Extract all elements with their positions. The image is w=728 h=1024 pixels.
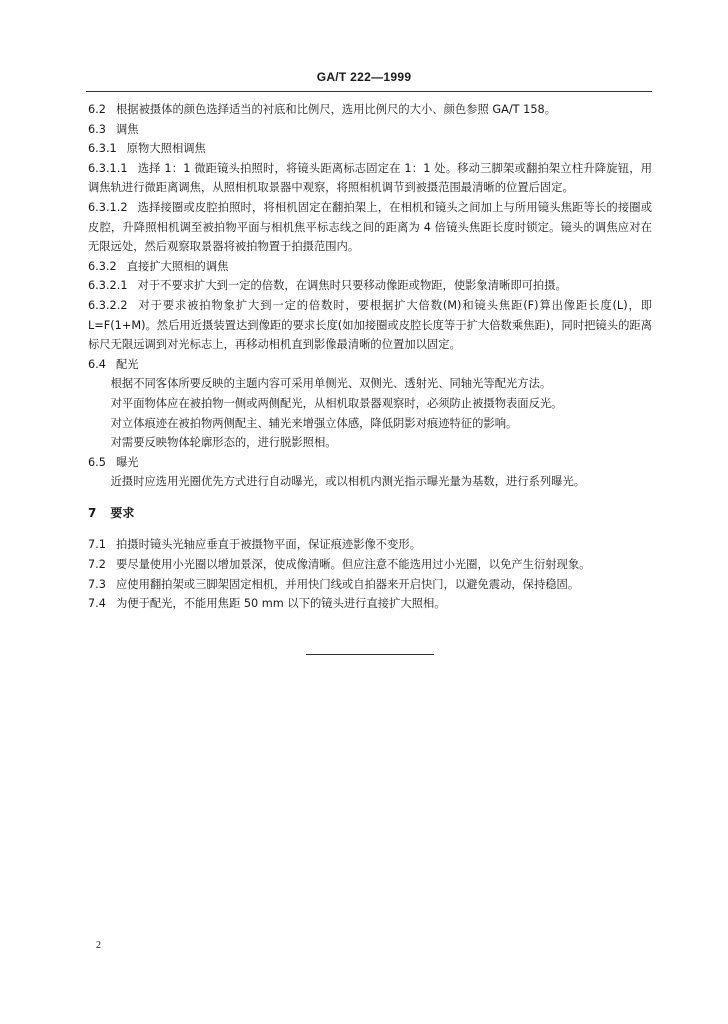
clause-6-3-1 [88,139,652,159]
clause-text: 应使用翻拍架或三脚架固定相机，并用快门线或自拍器来开启快门，以避免震动，保持稳固。 [115,577,580,591]
clause-text: 要尽量使用小光圈以增加景深，使成像清晰。但应注意不能选用过小光圈，以免产生衍射现象。 [115,558,591,572]
clause-6-3 [88,120,652,140]
clause-text: 根据被摄体的颜色选择适当的衬底和比例尺，选用比例尺的大小、颜色参照 GA/T 158。 [115,103,556,116]
clause-text: 拍摄时镜头光轴应垂直于被摄物平面，保证痕迹影像不变形。 [115,538,421,552]
clause-6-3-2-2 [88,296,652,355]
clause-heading: 配光 [115,357,139,371]
header-divider [86,91,652,92]
lighting-paragraph: 对需要反映物体轮廓形态的，进行脱影照相。 [110,436,337,450]
exposure-paragraph: 近摄时应选用光圈优先方式进行自动曝光，或以相机内测光指示曝光量为基数，进行系列曝光。 [110,475,586,489]
clause-6-3-2-1 [88,276,652,296]
clause-text: 对于不要求扩大到一定的倍数，在调焦时只要移动像距或物距，使影象清晰即可拍摄。 [137,279,567,293]
clause-number: 6.3.2 [88,259,117,273]
clause-text: 对于要求被拍物象扩大到一定的倍数时，要根据扩大倍数(M)和镜头焦距(F)算出像距长度(L)，即 L=F(1+M)。然后用近摄装置达到像距的要求长度(如加接圈或皮腔长度等于扩大倍数乘焦距)，同时把镜头的距离标尺无限远调到对光标志上，再移动相机直到影像最清晰的位置加以固定。 [88,298,652,352]
end-of-document-rule [306,654,434,655]
clause-text: 选择接圈或皮腔拍照时，将相机固定在翻拍架上，在相机和镜头之间加上与所用镜头焦距等长的接圈或皮腔，升降照相机调至被拍物平面与相机焦平标志线之间的距离为 4 倍镜头焦距长度时锁定。镜头的调焦应对在无限远处，然后观察取景器将被拍物置于拍摄范围内。 [88,200,652,254]
clause-7-1 [88,535,652,555]
clause-number: 7.3 [88,577,106,591]
clause-6-4 [88,355,652,375]
clause-7-3 [88,575,652,595]
clause-7-2 [88,555,652,575]
lighting-paragraph: 根据不同客体所要反映的主题内容可采用单侧光、双侧光、透射光、同轴光等配光方法。 [110,377,552,391]
clause-6-5 [88,453,652,473]
clause-heading: 曝光 [115,455,139,469]
clause-heading: 原物大照相调焦 [126,142,206,156]
clause-7-4 [88,594,652,614]
standard-code-header: GA/T 222—1999 [316,70,412,84]
clause-number: 7.2 [88,558,106,572]
clause-number: 6.3.1.2 [88,200,128,214]
clause-6-3-1-2 [88,198,652,257]
section-number: 7 [88,505,97,520]
clause-6-3-2 [88,257,652,277]
section-title: 要求 [110,505,135,520]
clause-number: 6.2 [88,103,106,116]
clause-number: 7.4 [88,597,106,611]
lighting-paragraph: 对立体痕迹在被拍物两侧配主、辅光来增强立体感，降低阴影对痕迹特征的影响。 [110,416,518,430]
clause-6-3-1-1 [88,159,652,198]
clause-number: 6.3.2.1 [88,279,128,293]
clause-number: 6.3.2.2 [88,298,128,312]
clause-text: 为便于配光，不能用焦距 50 mm 以下的镜头进行直接扩大照相。 [115,597,446,611]
clause-number: 6.5 [88,455,106,469]
clause-number: 7.1 [88,538,106,552]
section-7-heading [88,504,652,524]
clause-heading: 调焦 [115,122,139,136]
page-number: 2 [96,940,101,951]
clause-heading: 直接扩大照相的调焦 [126,259,229,273]
clause-number: 6.3 [88,122,106,136]
clause-number: 6.4 [88,357,106,371]
clause-6-2 [88,100,652,120]
lighting-paragraph: 对平面物体应在被拍物一侧或两侧配光，从相机取景器观察时，必须防止被摄物表面反光。 [110,396,563,410]
clause-number: 6.3.1.1 [88,161,128,175]
clause-number: 6.3.1 [88,142,117,156]
document-body [88,100,652,614]
clause-text: 选择 1：1 微距镜头拍照时，将镜头距离标志固定在 1：1 处。移动三脚架或翻拍架立柱升降旋钮，用调焦轨进行微距离调焦，从照相机取景器中观察，将照相机调节到被摄范围最清晰的位置后固定。 [88,161,652,195]
